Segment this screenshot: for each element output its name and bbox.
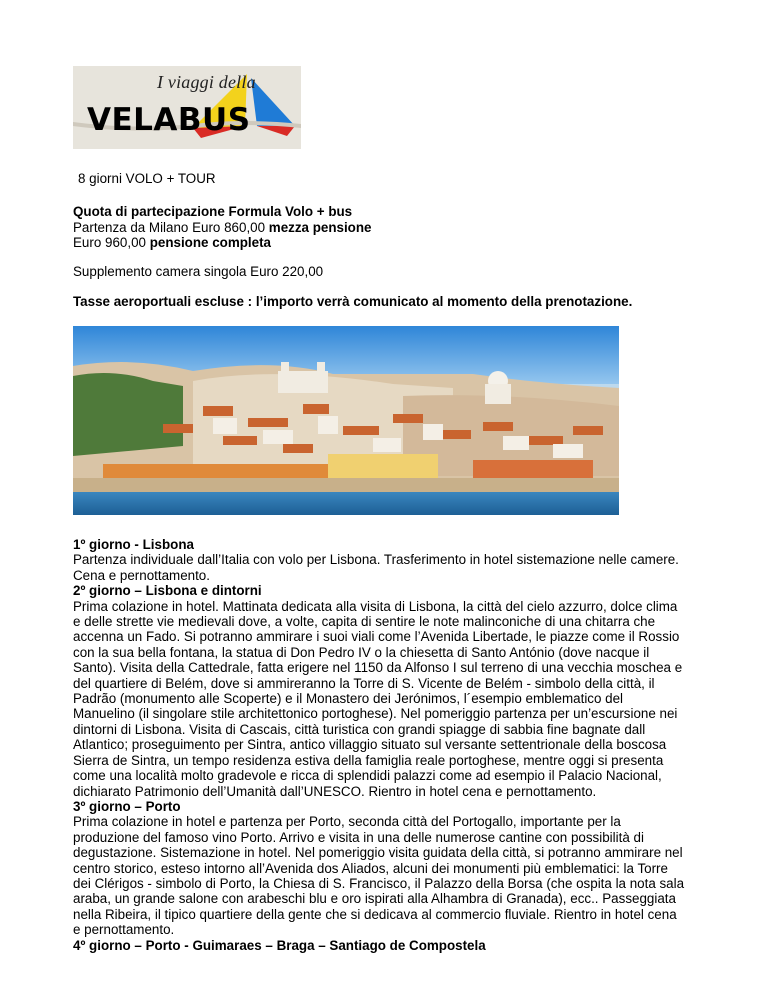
day-text-line: Cena e pernottamento.	[73, 567, 210, 583]
day-text-line: Padrão (monumento alle Scoperte) e il Monastero dei Jerónimos, l´esempio emblematico del	[73, 691, 624, 707]
full-board-label: pensione completa	[149, 235, 271, 250]
day-text-line: e delle strette vie medievali dove, a volte, capita di sentire le note malinconiche di una chitarra che	[73, 614, 656, 630]
day-text-line: dichiarato Patrimonio dell’Umanità dall’UNESCO. Rientro in hotel cena e pernottamento.	[73, 783, 597, 799]
day-text-line: Prima colazione in hotel e partenza per Porto, seconda città del Portogallo, importante per la	[73, 814, 621, 830]
half-board-label: mezza pensione	[268, 220, 372, 235]
day-text-line: Manuelino (il singolare stile architettonico portoghese). Nel pomeriggio partenza per un’escursione nei	[73, 706, 678, 722]
day-text-line: Atlantico; proseguimento per Sintra, antico villaggio situato sul versante settentrionale della boscosa	[73, 737, 667, 753]
day-text-line: centro storico, esteso intorno all’Avenida dos Aliados, alcuni dei monumenti più emblematici: la Torre	[73, 860, 668, 876]
itinerary	[73, 537, 713, 953]
price-half-board	[73, 220, 371, 235]
velabus-logo	[73, 66, 301, 149]
day-text-line: come una località molto gradevole e ricca di splendidi palazzi come ad esempio il Palacio Nacional,	[73, 768, 662, 784]
tour-duration: 8 giorni VOLO + TOUR	[78, 171, 216, 186]
price-full-board	[73, 235, 271, 250]
lisbon-photo	[73, 326, 619, 515]
day-text-line: degustazione. Sistemazione in hotel. Nel pomeriggio visita guidata della città, si potranno ammirare nel	[73, 845, 683, 861]
day-text-line: del quartiere di Belém, dove si ammireranno la Torre di S. Vicente de Belém - simbolo della città, il	[73, 675, 655, 691]
day-text-line: dintorni di Lisbona. Visita di Cascais, città turistica con grandi spiagge di sabbia fine bagnate dall	[73, 721, 646, 737]
day-title: 3º giorno – Porto	[73, 798, 181, 814]
day-text-line: e pernottamento.	[73, 922, 175, 938]
price-full-board-text: Euro 960,00	[73, 235, 150, 250]
single-supplement: Supplemento camera singola Euro 220,00	[73, 264, 324, 279]
day-text-line: Prima colazione in hotel. Mattinata dedicata alla visita di Lisbona, la città del cielo azzurro, dolce clima	[73, 598, 678, 614]
airport-taxes: Tasse aeroportuali escluse : l’importo verrà comunicato al momento della prenotazione.	[73, 294, 633, 309]
day-text-line: produzione del famoso vino Porto. Arrivo e visita in una delle numerose cantine con possibilità di	[73, 829, 644, 845]
day-text-line: Santo). Visita della Cattedrale, fatta erigere nel 1150 da Alfonso I sul terreno di una vecchia moschea e	[73, 660, 683, 676]
day-text-line: accenna un Fado. Si potranno ammirare i suoi viali come l’Avenida Libertade, le piazze come il Rossio	[73, 629, 680, 645]
day-title: 4º giorno – Porto - Guimaraes – Braga – Santiago de Compostela	[73, 937, 486, 953]
day-text-line: nella Ribeira, il tipico quartiere della gente che si dedicava al commercio fluviale. Rientro in hotel cena	[73, 906, 677, 922]
day-text-line: con la sua bella fontana, la statua di Don Pedro IV o la chiesetta di Santo António (dove nacque il	[73, 644, 650, 660]
price-half-board-text: Partenza da Milano Euro 860,00	[73, 220, 269, 235]
day-text-line: Sierra de Sintra, un tempo residenza estiva della famiglia reale portoghese, mentre oggi si presenta	[73, 752, 664, 768]
day-text-line: dei Clérigos - simbolo di Porto, la Chiesa di S. Francisco, il Palazzo della Borsa (che ospita la nota sala	[73, 875, 685, 891]
quota-title: Quota di partecipazione Formula Volo + bus	[73, 204, 353, 219]
day-text-line: araba, un grande salone con arabeschi blu e oro ispirati alla Alhambra di Granada), ecc.. Passeggiata	[73, 891, 676, 907]
logo-wordmark: VELABUS	[87, 102, 251, 138]
day-text-line: Partenza individuale dall’Italia con volo per Lisbona. Trasferimento in hotel sistemazione nelle camere.	[73, 552, 679, 568]
logo-tagline: I viaggi della	[157, 72, 256, 92]
day-title: 2º giorno – Lisbona e dintorni	[73, 583, 262, 599]
day-title: 1º giorno - Lisbona	[73, 537, 194, 552]
